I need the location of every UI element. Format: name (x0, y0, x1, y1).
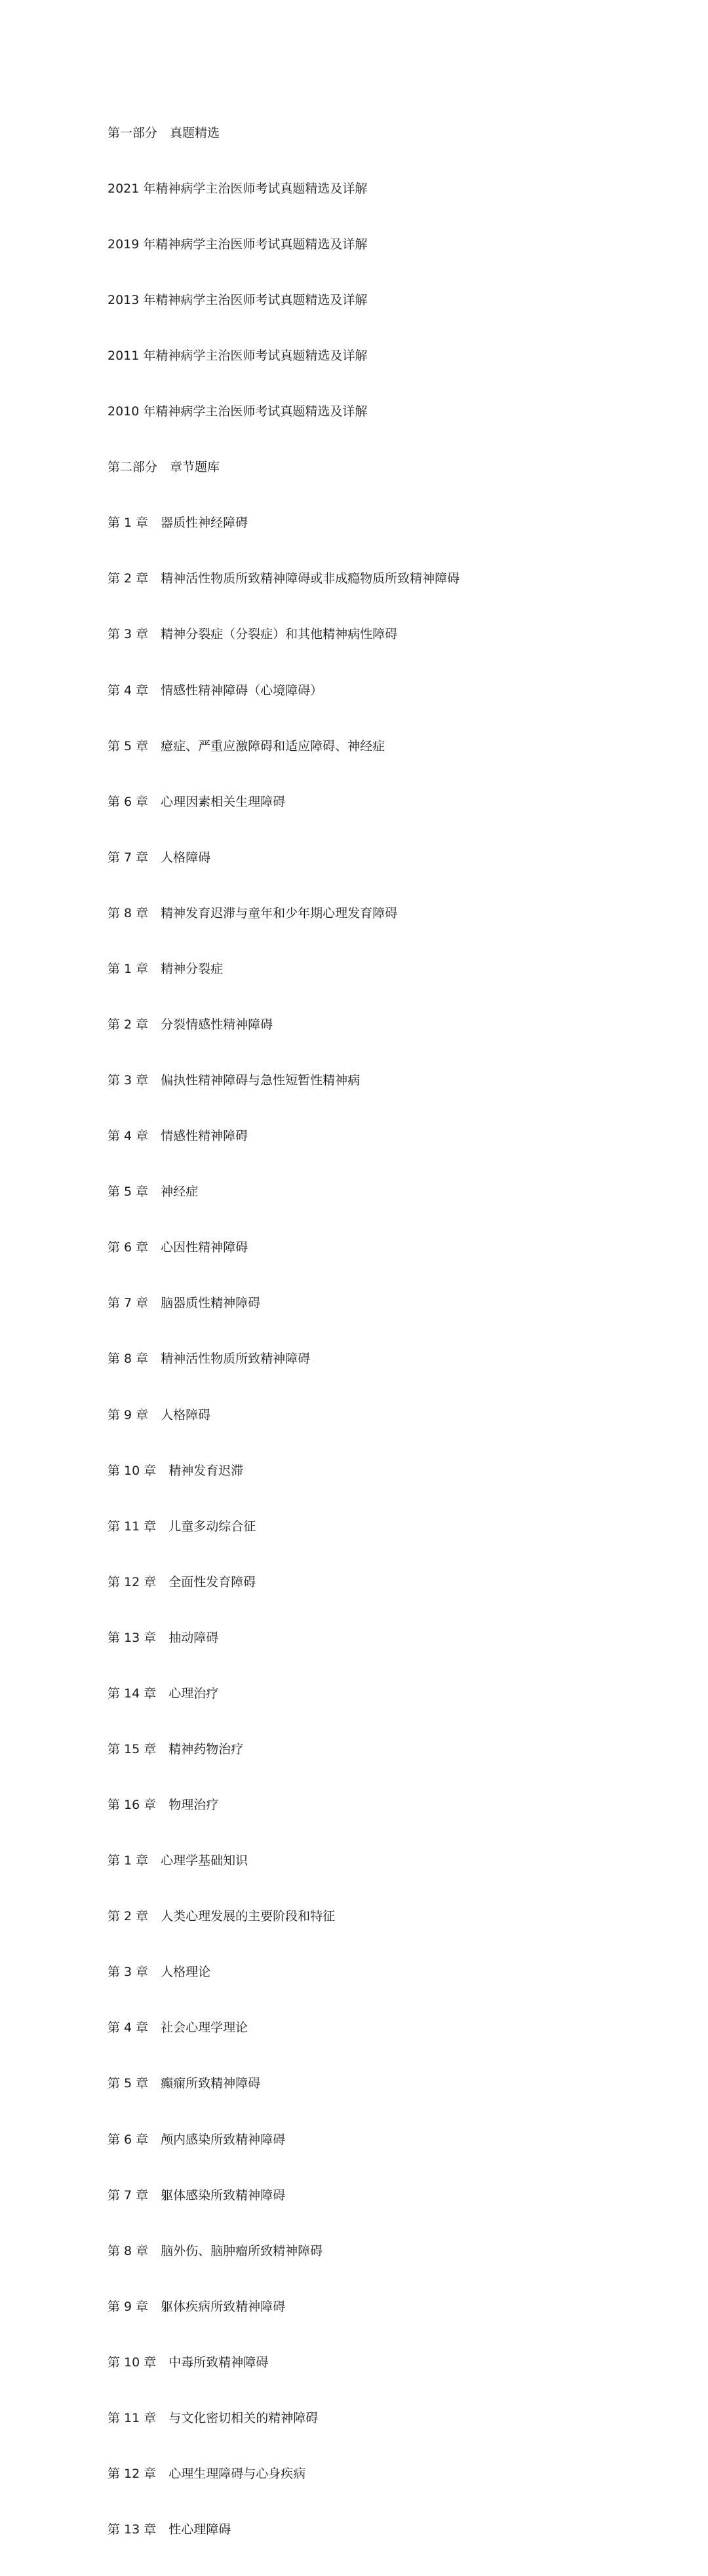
table-of-contents (108, 86, 460, 2576)
chapter-entry: 第 2 章 人类心理发展的主要阶段和特征 (108, 1909, 336, 1924)
exam-entry: 2021 年精神病学主治医师考试真题精选及详解 (108, 181, 368, 196)
chapter-entry: 第 12 章 心理生理障碍与心身疾病 (108, 2467, 306, 2481)
chapter-entry: 第 1 章 精神分裂症 (108, 961, 224, 976)
chapter-entry: 第 16 章 物理治疗 (108, 1798, 219, 1813)
chapter-entry: 第 4 章 情感性精神障碍 (108, 1129, 248, 1144)
chapter-entry: 第 8 章 精神发育迟滞与童年和少年期心理发育障碍 (108, 905, 398, 920)
chapter-entry: 第 5 章 癔症、严重应激障碍和适应障碍、神经症 (108, 738, 385, 753)
exam-entry: 2019 年精神病学主治医师考试真题精选及详解 (108, 237, 368, 252)
chapter-entry: 第 5 章 癫痫所致精神障碍 (108, 2076, 261, 2091)
chapter-entry: 第 13 章 性心理障碍 (108, 2522, 231, 2537)
chapter-entry: 第 6 章 心理因素相关生理障碍 (108, 794, 286, 809)
chapter-entry: 第 14 章 心理治疗 (108, 1686, 219, 1701)
chapter-entry: 第 3 章 人格理论 (108, 1965, 211, 1980)
chapter-entry: 第 10 章 中毒所致精神障碍 (108, 2355, 269, 2370)
chapter-entry: 第 5 章 神经症 (108, 1184, 199, 1200)
chapter-entry: 第 1 章 器质性神经障碍 (108, 516, 248, 531)
chapter-entry: 第 10 章 精神发育迟滞 (108, 1463, 244, 1478)
chapter-entry: 第 9 章 躯体疾病所致精神障碍 (108, 2299, 286, 2314)
chapter-entry: 第 9 章 人格障碍 (108, 1407, 211, 1422)
chapter-entry: 第 3 章 精神分裂症（分裂症）和其他精神病性障碍 (108, 627, 398, 642)
exam-entry: 2011 年精神病学主治医师考试真题精选及详解 (108, 349, 368, 364)
chapter-entry: 第 11 章 儿童多动综合征 (108, 1519, 256, 1534)
chapter-entry: 第 7 章 人格障碍 (108, 850, 211, 865)
part-heading: 第一部分 真题精选 (108, 125, 220, 140)
chapter-entry: 第 3 章 偏执性精神障碍与急性短暂性精神病 (108, 1073, 361, 1088)
chapter-entry: 第 7 章 脑器质性精神障碍 (108, 1296, 261, 1311)
chapter-entry: 第 6 章 心因性精神障碍 (108, 1240, 248, 1255)
chapter-entry: 第 2 章 精神活性物质所致精神障碍或非成瘾物质所致精神障碍 (108, 571, 460, 586)
exam-entry: 2013 年精神病学主治医师考试真题精选及详解 (108, 292, 368, 307)
chapter-entry: 第 4 章 社会心理学理论 (108, 2020, 248, 2036)
chapter-entry: 第 7 章 躯体感染所致精神障碍 (108, 2188, 286, 2203)
chapter-entry: 第 4 章 情感性精神障碍（心境障碍） (108, 683, 323, 698)
chapter-entry: 第 2 章 分裂情感性精神障碍 (108, 1017, 273, 1032)
chapter-entry: 第 6 章 颅内感染所致精神障碍 (108, 2132, 286, 2147)
exam-entry: 2010 年精神病学主治医师考试真题精选及详解 (108, 404, 368, 419)
chapter-entry: 第 12 章 全面性发育障碍 (108, 1574, 256, 1589)
chapter-entry: 第 13 章 抽动障碍 (108, 1630, 219, 1645)
chapter-entry: 第 8 章 脑外伤、脑肿瘤所致精神障碍 (108, 2243, 323, 2258)
chapter-entry: 第 11 章 与文化密切相关的精神障碍 (108, 2410, 319, 2425)
chapter-entry: 第 15 章 精神药物治疗 (108, 1741, 244, 1756)
chapter-entry: 第 8 章 精神活性物质所致精神障碍 (108, 1352, 311, 1367)
part-heading: 第二部分 章节题库 (108, 460, 220, 475)
chapter-entry: 第 1 章 心理学基础知识 (108, 1853, 248, 1868)
